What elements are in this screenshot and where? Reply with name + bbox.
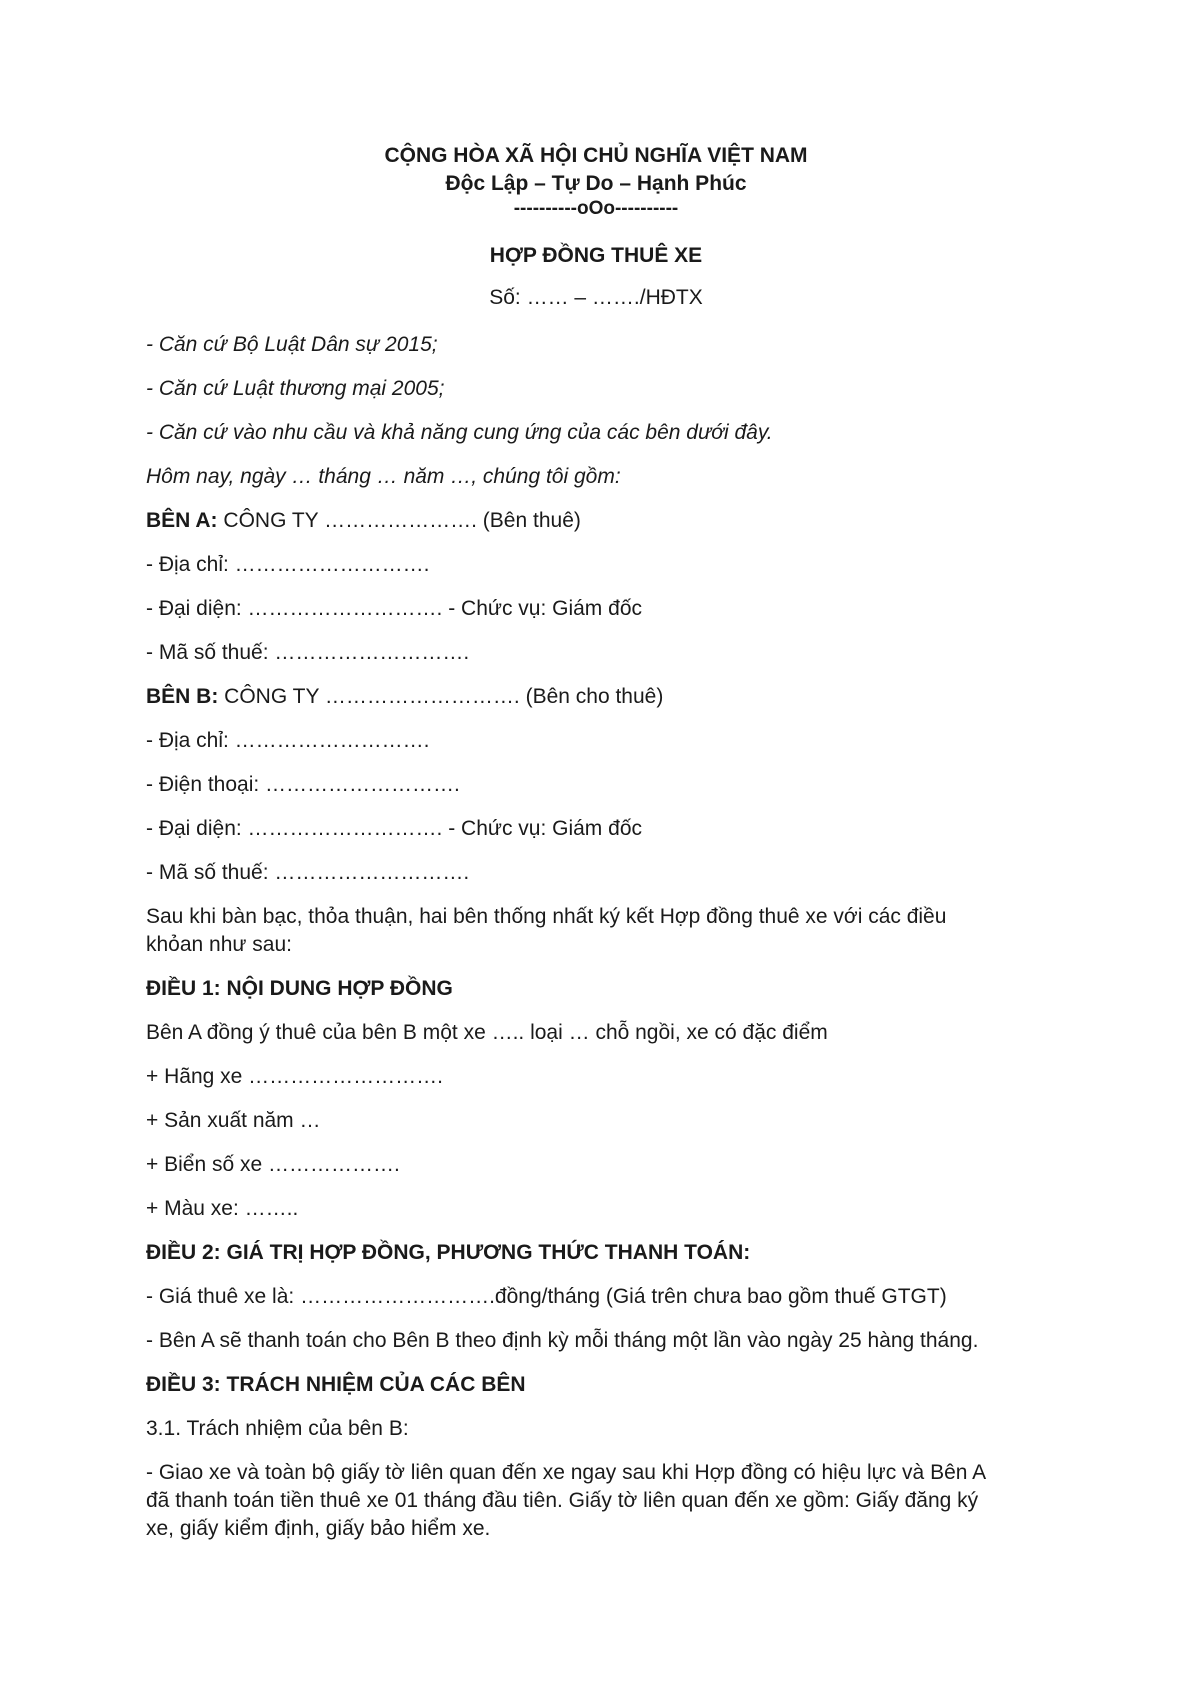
intro-line: Hôm nay, ngày … tháng … năm …, chúng tôi gồm: <box>146 465 621 488</box>
article-3-line-3: xe, giấy kiểm định, giấy bảo hiểm xe. <box>146 1517 491 1540</box>
party-a-representative: - Đại diện: ………………………. - Chức vụ: Giám đốc <box>146 597 642 620</box>
party-b-representative: - Đại diện: ………………………. - Chức vụ: Giám đốc <box>146 817 642 840</box>
article-1-heading: ĐIỀU 1: NỘI DUNG HỢP ĐỒNG <box>146 977 453 1000</box>
party-a-name: CÔNG TY …………………. (Bên thuê) <box>217 509 581 532</box>
motto: Độc Lập – Tự Do – Hạnh Phúc <box>445 172 747 195</box>
basis-commercial-law: - Căn cứ Luật thương mại 2005; <box>146 377 445 400</box>
party-b-phone: - Điện thoại: ………………………. <box>146 773 460 796</box>
article-2-payment: - Bên A sẽ thanh toán cho Bên B theo định kỳ mỗi tháng một lần vào ngày 25 hàng tháng. <box>146 1329 979 1352</box>
party-b-name: CÔNG TY ………………………. (Bên cho thuê) <box>218 685 664 708</box>
car-year-item: + Sản xuất năm … <box>146 1109 321 1132</box>
header-separator: ----------oOo---------- <box>513 198 679 219</box>
car-plate-item: + Biển số xe ………………. <box>146 1153 400 1176</box>
party-b-label: BÊN B: <box>146 685 219 708</box>
party-a-address: - Địa chỉ: ………………………. <box>146 553 430 576</box>
article-1-body: Bên A đồng ý thuê của bên B một xe ….. loại … chỗ ngồi, xe có đặc điểm <box>146 1021 828 1044</box>
article-3-heading: ĐIỀU 3: TRÁCH NHIỆM CỦA CÁC BÊN <box>146 1373 526 1396</box>
agreement-line-2: khỏan như sau: <box>146 933 292 956</box>
article-2-price: - Giá thuê xe là: ……………………….đồng/tháng (Giá trên chưa bao gồm thuế GTGT) <box>146 1285 947 1308</box>
article-3-line-1: - Giao xe và toàn bộ giấy tờ liên quan đến xe ngay sau khi Hợp đồng có hiệu lực và Bên A <box>146 1461 987 1484</box>
party-a-label: BÊN A: <box>146 509 218 532</box>
nation-title: CỘNG HÒA XÃ HỘI CHỦ NGHĨA VIỆT NAM <box>384 144 808 167</box>
car-color-item: + Màu xe: …….. <box>146 1197 299 1220</box>
article-3-line-2: đã thanh toán tiền thuê xe 01 tháng đầu tiên. Giấy tờ liên quan đến xe gồm: Giấy đăng ký <box>146 1489 979 1512</box>
basis-needs: - Căn cứ vào nhu cầu và khả năng cung ứng của các bên dưới đây. <box>146 421 773 444</box>
party-a-line <box>146 507 1046 535</box>
document-header <box>146 142 1046 312</box>
agreement-paragraph <box>146 903 1046 959</box>
basis-civil-code: - Căn cứ Bộ Luật Dân sự 2015; <box>146 333 438 356</box>
party-b-tax-code: - Mã số thuế: ………………………. <box>146 861 470 884</box>
car-brand-item: + Hãng xe ………………………. <box>146 1065 443 1088</box>
agreement-line-1: Sau khi bàn bạc, thỏa thuận, hai bên thống nhất ký kết Hợp đồng thuê xe với các điều <box>146 905 947 928</box>
party-b-address: - Địa chỉ: ………………………. <box>146 729 430 752</box>
contract-title: HỢP ĐỒNG THUÊ XE <box>489 244 703 267</box>
party-a-tax-code: - Mã số thuế: ………………………. <box>146 641 470 664</box>
article-3-subheading: 3.1. Trách nhiệm của bên B: <box>146 1417 409 1440</box>
article-2-heading: ĐIỀU 2: GIÁ TRỊ HỢP ĐỒNG, PHƯƠNG THỨC THANH TOÁN: <box>146 1241 751 1264</box>
article-3-paragraph <box>146 1459 1046 1543</box>
document-content <box>146 142 1046 1543</box>
party-b-line <box>146 683 1046 711</box>
contract-number: Số: …… – ……./HĐTX <box>489 286 703 309</box>
